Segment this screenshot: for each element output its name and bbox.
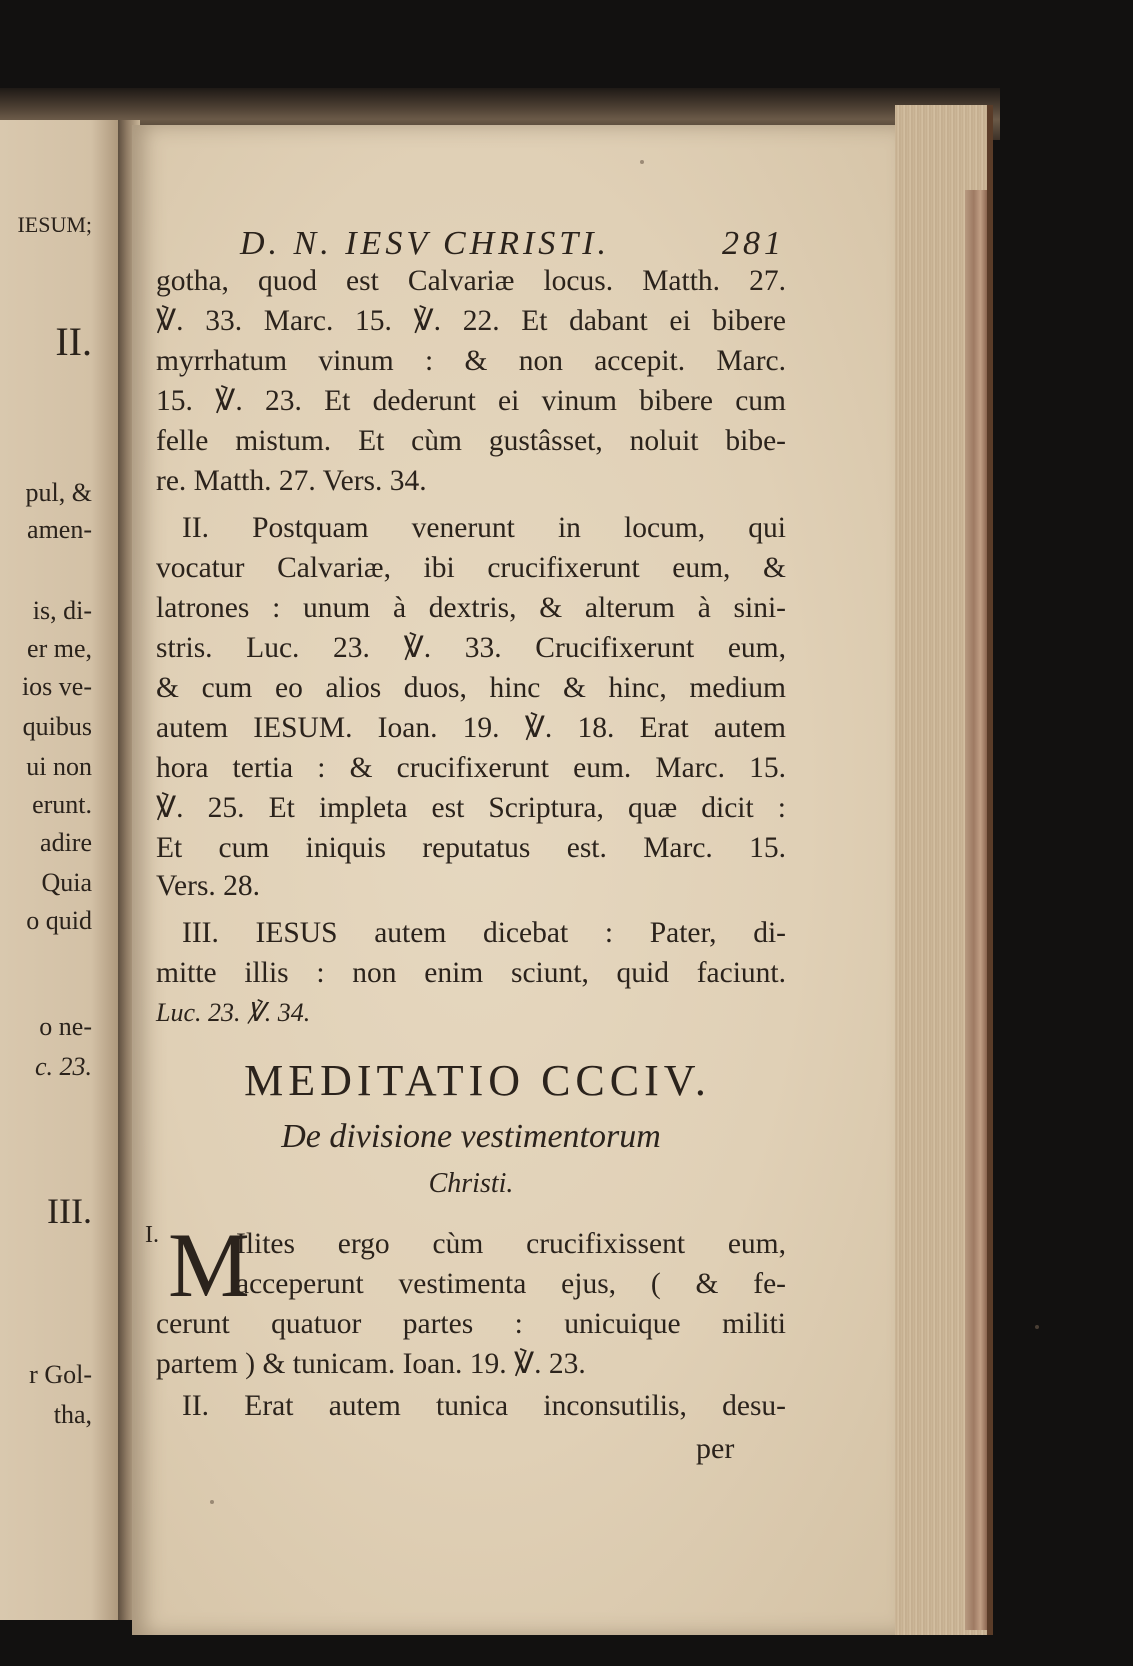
page-number: 281 <box>722 225 785 262</box>
text-line: Et cum iniquis reputatus est. Marc. 15. <box>156 832 786 864</box>
text-line: II. Postquam venerunt in locum, qui <box>182 512 786 544</box>
paper-speck <box>210 1500 214 1504</box>
left-fragment: r Gol- <box>29 1360 92 1389</box>
running-head-title: D. N. IESV CHRISTI. <box>240 225 611 262</box>
paper-speck <box>1035 1325 1039 1329</box>
left-fragment: III. <box>47 1191 92 1231</box>
text-line: III. IESUS autem dicebat : Pater, di- <box>182 917 786 949</box>
left-fragment: o ne- <box>39 1012 92 1041</box>
meditation-subtitle: De divisione vestimentorum <box>281 1118 661 1155</box>
text-line: vocatur Calvariæ, ibi crucifixerunt eum, & <box>156 552 786 584</box>
left-fragment: amen- <box>27 515 92 544</box>
left-fragment: er me, <box>27 634 92 663</box>
left-fragment: IESUM; <box>17 212 92 237</box>
meditation-title: MEDITATIO CCCIV. <box>244 1056 711 1105</box>
running-head <box>240 225 785 263</box>
left-fragment: erunt. <box>32 790 92 819</box>
sprinkled-edge <box>965 190 987 1630</box>
left-fragment: ui non <box>26 752 92 781</box>
left-fragment: o quid <box>26 906 92 935</box>
left-fragment: pul, & <box>25 478 92 507</box>
left-fragment: is, di- <box>32 596 92 625</box>
left-fragment: c. 23. <box>34 1052 92 1081</box>
left-fragment: II. <box>55 319 92 364</box>
left-fragment: tha, <box>53 1400 92 1429</box>
text-line: autem IESUM. Ioan. 19. ℣. 18. Erat autem <box>156 712 786 744</box>
text-line: re. Matth. 27. Vers. 34. <box>156 465 427 497</box>
text-line: Ilites ergo cùm crucifixissent eum, <box>236 1228 786 1260</box>
paragraph-numeral: I. <box>145 1222 159 1248</box>
left-fragment: ios ve- <box>21 672 92 701</box>
text-line: & cum eo alios duos, hinc & hinc, medium <box>156 672 786 704</box>
text-line: Vers. 28. <box>156 870 261 902</box>
paper-speck <box>640 160 644 164</box>
meditation-subtitle-continued: Christi. <box>428 1168 514 1199</box>
catchword: per <box>696 1432 735 1465</box>
text-line: acceperunt vestimenta ejus, ( & fe- <box>236 1268 786 1300</box>
text-line: 15. ℣. 23. Et dederunt ei vinum bibere cum <box>156 385 786 417</box>
text-line: stris. Luc. 23. ℣. 33. Crucifixerunt eum, <box>156 632 786 664</box>
text-line: latrones : unum à dextris, & alterum à sini- <box>156 592 786 624</box>
text-line: gotha, quod est Calvariæ locus. Matth. 27. <box>156 265 786 297</box>
text-line: partem ) & tunicam. Ioan. 19. ℣. 23. <box>156 1348 586 1380</box>
drop-cap: M <box>168 1214 250 1316</box>
text-line: myrrhatum vinum : & non accepit. Marc. <box>156 345 786 377</box>
text-line: II. Erat autem tunica inconsutilis, desu- <box>182 1390 786 1422</box>
text-line: Luc. 23. ℣. 34. <box>156 998 311 1027</box>
text-line: ℣. 33. Marc. 15. ℣. 22. Et dabant ei bibere <box>156 305 786 337</box>
left-fragment: Quia <box>41 868 92 897</box>
left-fragment: quibus <box>22 712 92 741</box>
text-line: felle mistum. Et cùm gustâsset, noluit bibe- <box>156 425 786 457</box>
text-line: mitte illis : non enim sciunt, quid faciunt. <box>156 957 786 989</box>
text-line: hora tertia : & crucifixerunt eum. Marc. 15. <box>156 752 786 784</box>
left-fragment: adire <box>40 828 92 857</box>
text-line: cerunt quatuor partes : unicuique militi <box>156 1308 786 1340</box>
text-line: ℣. 25. Et impleta est Scriptura, quæ dicit : <box>156 792 786 824</box>
